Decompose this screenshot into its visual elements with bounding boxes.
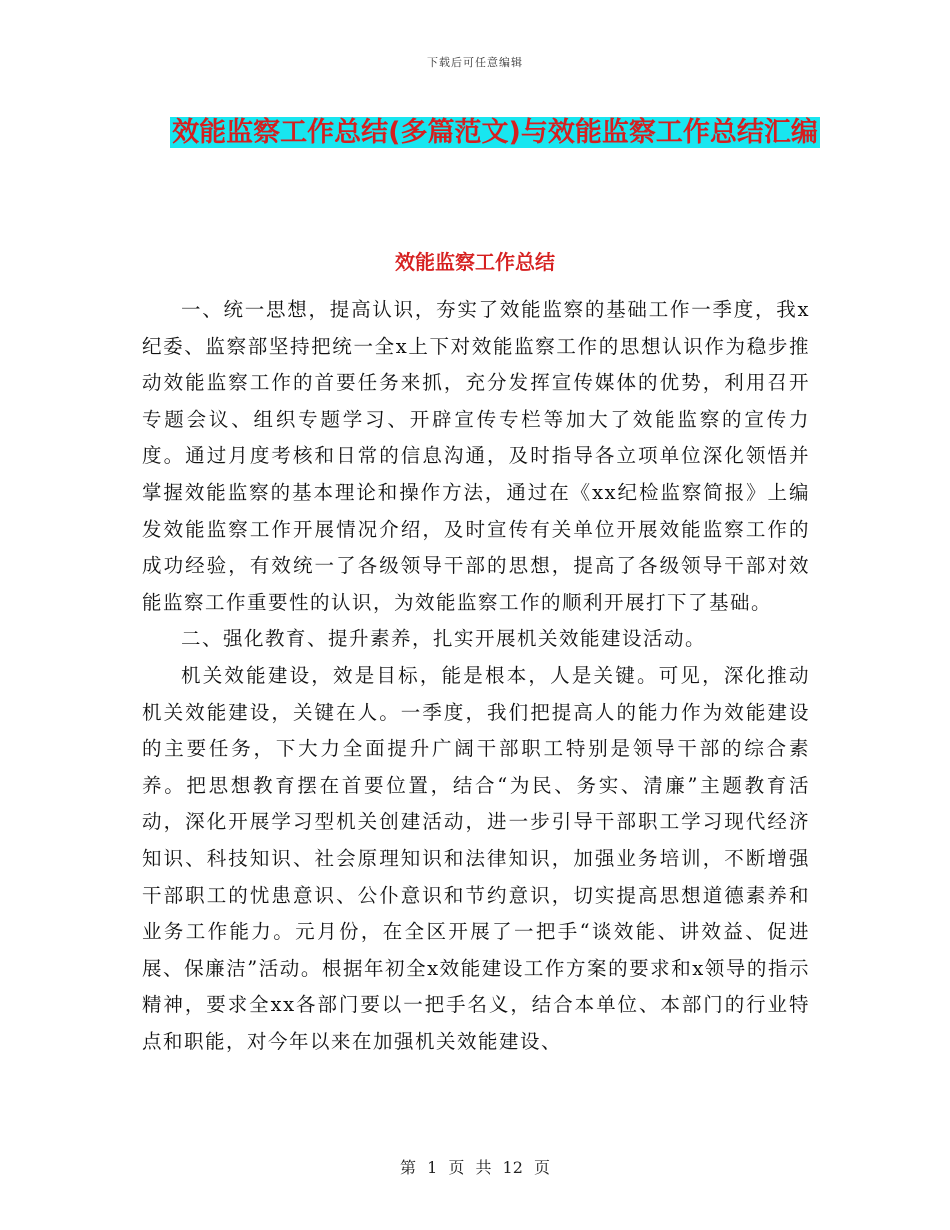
section-title: 效能监察工作总结	[395, 250, 555, 274]
document-body	[142, 292, 810, 1060]
paragraph: 二、强化教育、提升素养，扎实开展机关效能建设活动。	[181, 627, 707, 651]
document-title	[170, 110, 820, 156]
document-title-text: 效能监察工作总结(多篇范文)与效能监察工作总结汇编	[172, 117, 818, 148]
paragraph: 机关效能建设，效是目标，能是根本，人是关键。可见，深化推动机关效能建设，关键在人。一季度，我们把提高人的能力作为效能建设的主要任务，下大力全面提升广阔干部职工特别是领导干部的综合素养。把思想教育摆在首要位置，结合“为民、务实、清廉”主题教育活动，深化开展学习型机关创建活动，进一步引导干部职工学习现代经济知识、科技知识、社会原理知识和法律知识，加强业务培训，不断增强干部职工的忧患意识、公仆意识和节约意识，切实提高思想道德素养和业务工作能力。元月份，在全区开展了一把手“谈效能、讲效益、促进展、保廉洁”活动。根据年初全x效能建设工作方案的要求和x领导的指示精神，要求全xx各部门要以一把手名义，结合本单位、本部门的行业特点和职能，对今年以来在加强机关效能建设、	[142, 663, 810, 1053]
paragraph: 一、统一思想，提高认识，夯实了效能监察的基础工作一季度，我x纪委、监察部坚持把统一全x上下对效能监察工作的思想认识作为稳步推动效能监察工作的首要任务来抓，充分发挥宣传媒体的优势，利用召开专题会议、组织专题学习、开辟宣传专栏等加大了效能监察的宣传力度。通过月度考核和日常的信息沟通，及时指导各立项单位深化领悟并掌握效能监察的基本理论和操作方法，通过在《xx纪检监察简报》上编发效能监察工作开展情况介绍，及时宣传有关单位开展效能监察工作的成功经验，有效统一了各级领导干部的思想，提高了各级领导干部对效能监察工作重要性的认识，为效能监察工作的顺利开展打下了基础。	[142, 298, 810, 614]
page-number-footer: 第 1 页 共 12 页	[400, 1158, 550, 1177]
page-header-note: 下载后可任意编辑	[427, 56, 523, 69]
